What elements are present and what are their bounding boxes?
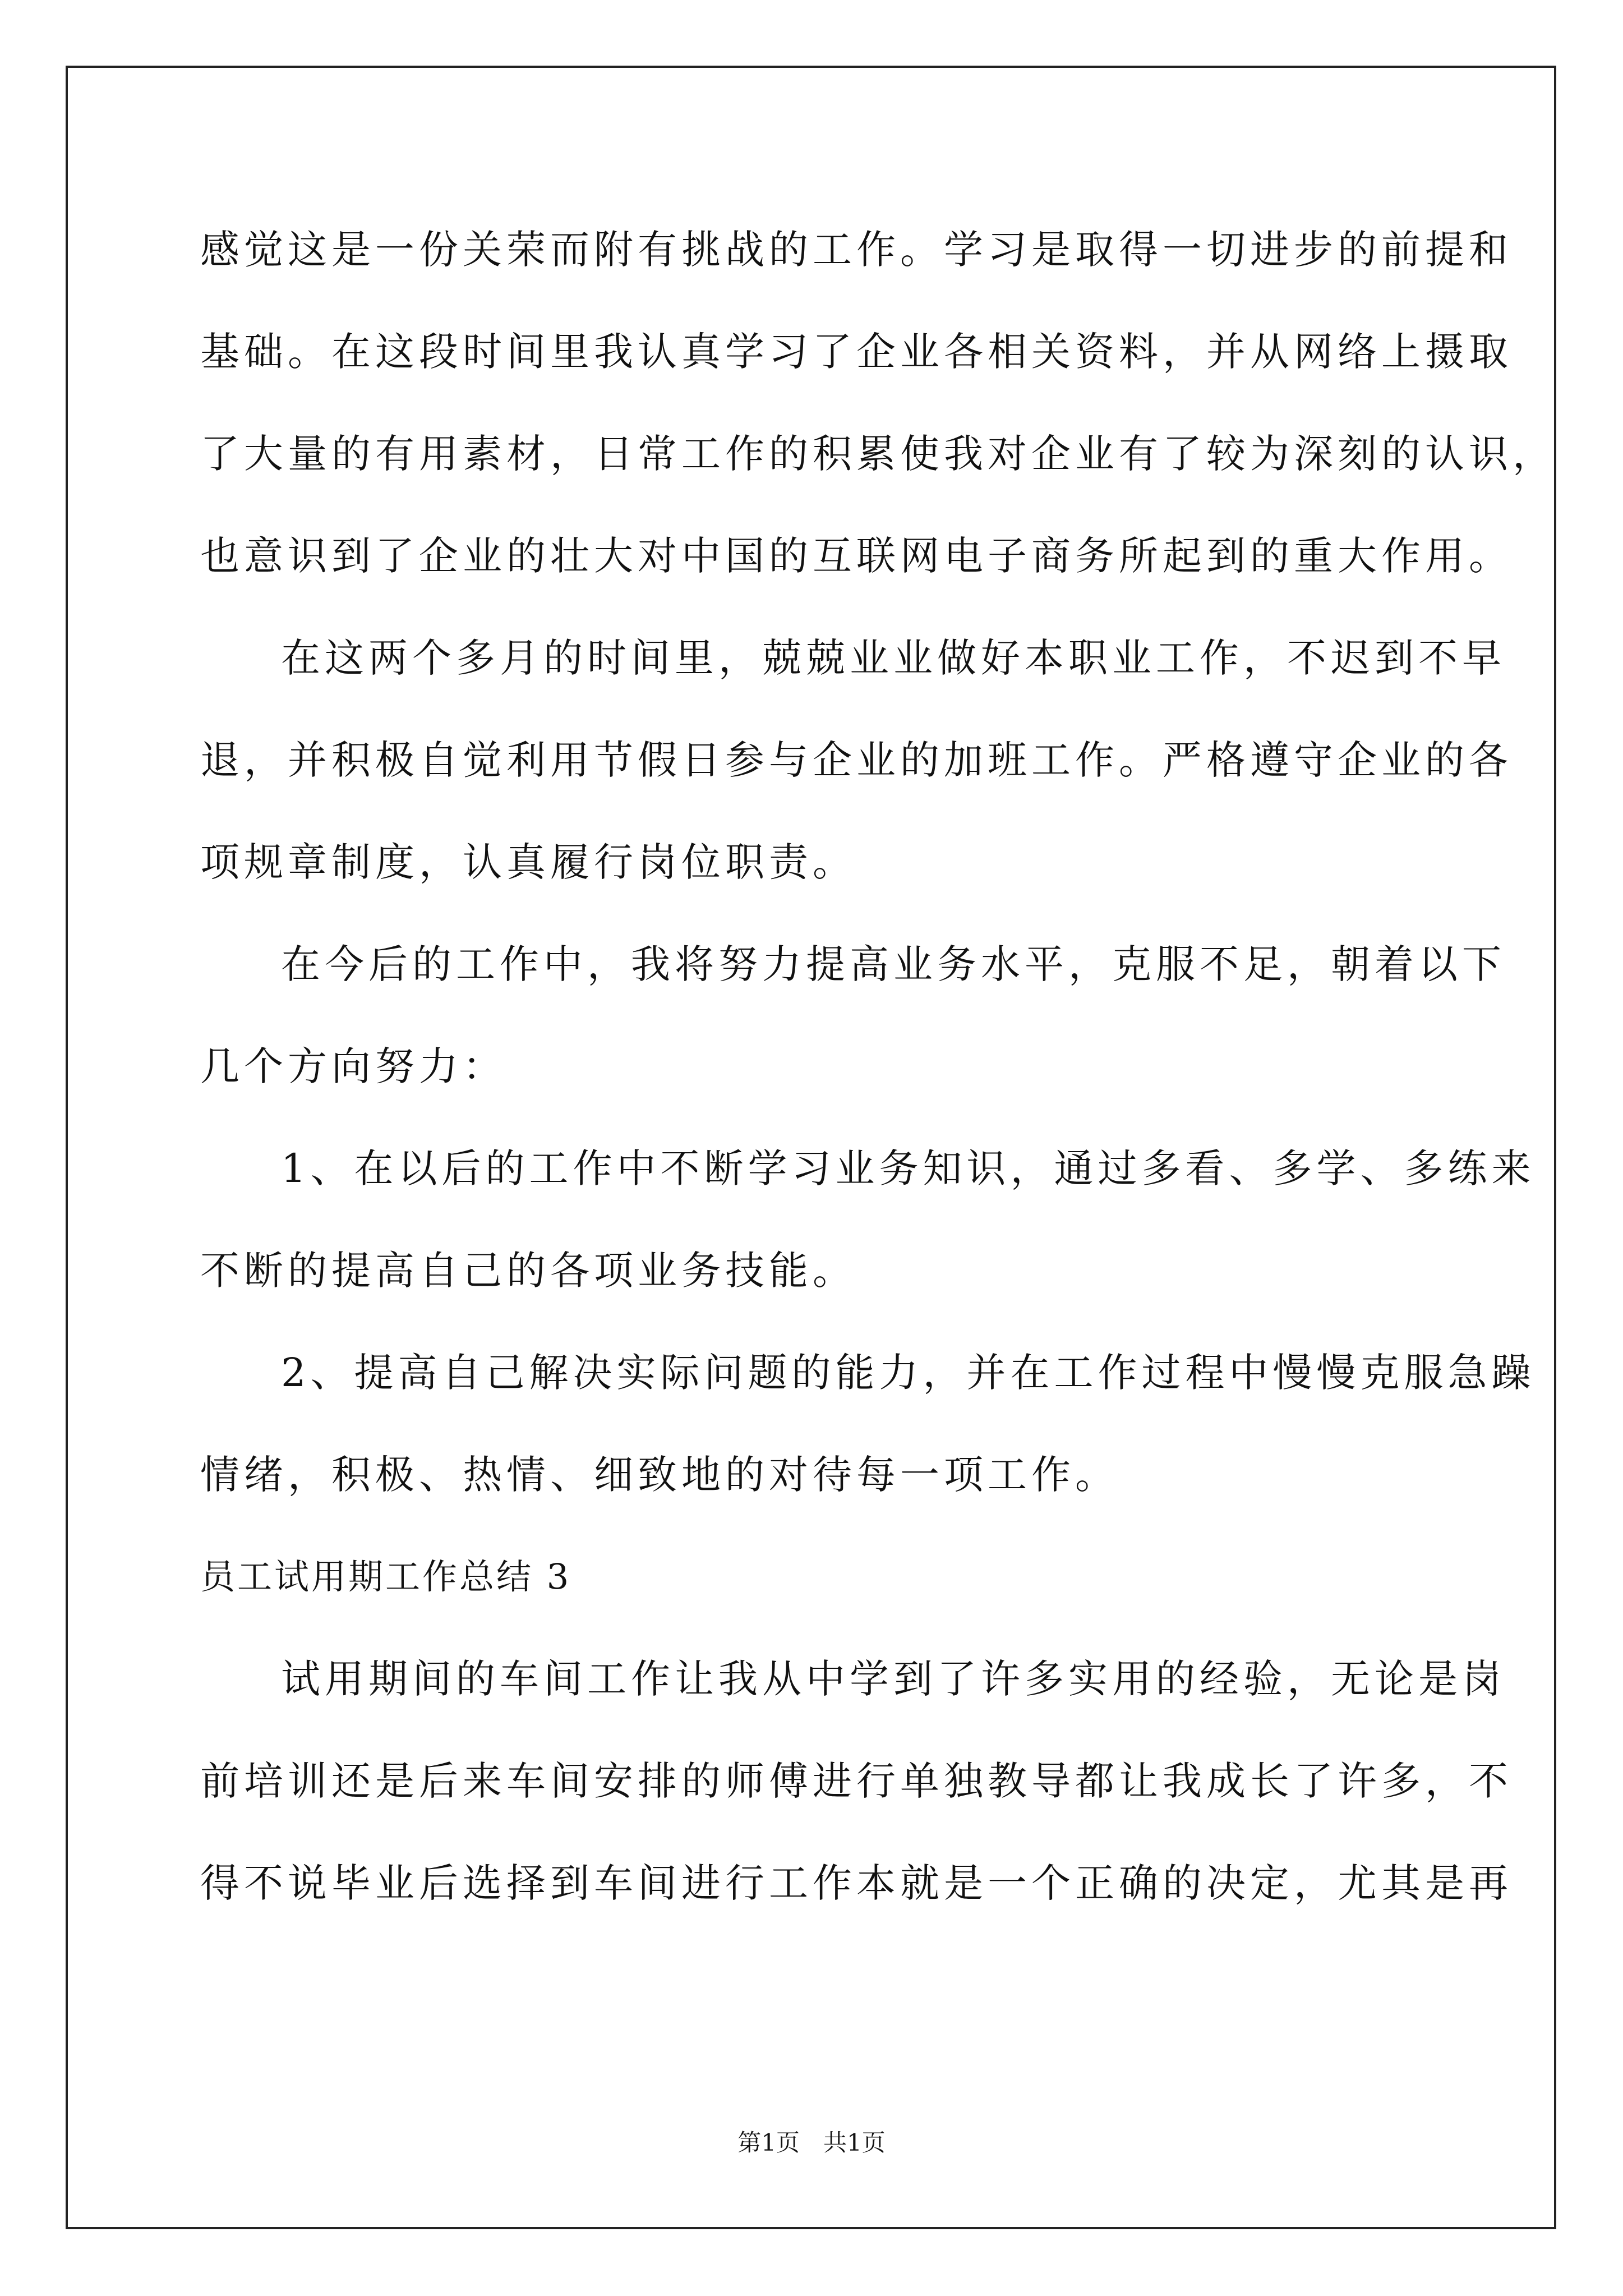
section-heading: 员工试用期工作总结 3 (200, 1556, 571, 1597)
text-line: 不断的提高自己的各项业务技能。 (200, 1248, 856, 1294)
paragraph-start-line: 试用期间的车间工作让我从中学到了许多实用的经验，无论是岗 (281, 1656, 1506, 1702)
text-line: 了大量的有用素材，日常工作的积累使我对企业有了较为深刻的认识， (200, 431, 1556, 477)
text-line: 情绪，积极、热情、细致地的对待每一项工作。 (200, 1452, 1119, 1498)
text-line: 项规章制度，认真履行岗位职责。 (200, 839, 856, 885)
text-line: 几个方向努力： (200, 1043, 506, 1089)
document-body (200, 208, 1556, 1943)
paragraph-start-line: 在这两个多月的时间里，兢兢业业做好本职业工作，不迟到不早 (281, 635, 1506, 681)
text-line: 感觉这是一份关荣而附有挑战的工作。学习是取得一切进步的前提和 (200, 227, 1513, 273)
list-item-1-line: 1、在以后的工作中不断学习业务知识，通过多看、多学、多练来 (281, 1145, 1536, 1191)
text-line: 前培训还是后来车间安排的师傅进行单独教导都让我成长了许多，不 (200, 1758, 1513, 1804)
text-line: 退，并积极自觉利用节假日参与企业的加班工作。严格遵守企业的各 (200, 737, 1513, 783)
paragraph-start-line: 在今后的工作中，我将努力提高业务水平，克服不足，朝着以下 (281, 941, 1506, 987)
text-line: 基础。在这段时间里我认真学习了企业各相关资料，并从网络上摄取 (200, 329, 1513, 375)
text-line: 得不说毕业后选择到车间进行工作本就是一个正确的决定，尤其是再 (200, 1860, 1513, 1906)
text-line: 也意识到了企业的壮大对中国的互联网电子商务所起到的重大作用。 (200, 533, 1513, 579)
list-item-2-line: 2、提高自己解决实际问题的能力，并在工作过程中慢慢克服急躁 (281, 1350, 1536, 1396)
page-footer: 第1页 共1页 (737, 2129, 886, 2156)
